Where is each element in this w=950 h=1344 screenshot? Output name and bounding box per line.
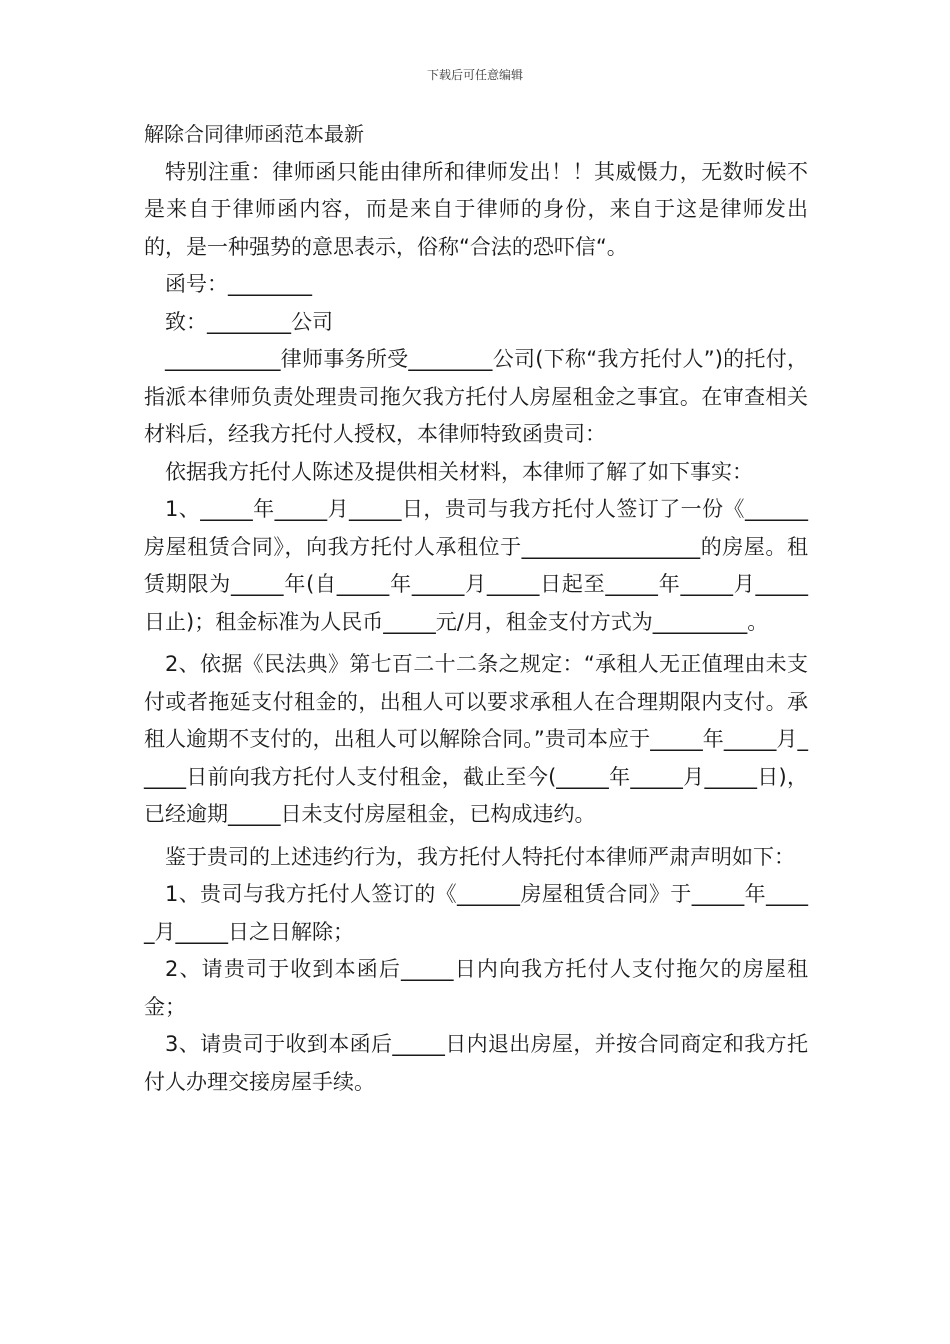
declaration-intro: 鉴于贵司的上述违约行为，我方托付人特托付本律师严肃声明如下： <box>165 844 795 869</box>
document-title: 解除合同律师函范本最新 <box>144 122 364 146</box>
fact-item-1: 1、_____年_____月_____日，贵司与我方托付人签订了一份《______房屋租赁合同》，向我方托付人承租位于_________________的房屋。租赁期限为_____年(自_____年_____月_____日起至_____年_____月_____日止)；租金标准为人民币_____元/月，租金支付方式为_________。 <box>144 497 808 634</box>
document-body <box>144 116 808 1101</box>
facts-intro: 依据我方托付人陈述及提供相关材料，本律师了解了如下事实： <box>165 459 753 484</box>
recipient-line: 致：________公司 <box>165 309 333 334</box>
notice-paragraph: 特别注重：律师函只能由律所和律师发出！！其威慑力，无数时候不是来自于律师函内容，而是来自于律师的身份，来自于这是律师发出的，是一种强势的意思表示，俗称“合法的恐吓信“。 <box>144 159 808 259</box>
page-header: 下载后可任意编辑 <box>426 68 523 82</box>
declaration-item-2: 2、请贵司于收到本函后_____日内向我方托付人支付拖欠的房屋租金； <box>144 957 808 1019</box>
fact-item-2: 2、依据《民法典》第七百二十二条之规定：“承租人无正值理由未支付或者拖延支付租金的，出租人可以要求承租人在合理期限内支付。承租人逾期不支付的，出租人可以解除合同。”贵司本应于_____年_____月_____日前向我方托付人支付租金，截止至今(_____年_____月_____日)，已经逾期_____日未支付房屋租金，已构成违约。 <box>144 652 808 826</box>
letter-number: 函号：________ <box>165 272 312 296</box>
declaration-item-3: 3、请贵司于收到本函后_____日内退出房屋，并按合同商定和我方托付人办理交接房屋手续。 <box>144 1032 808 1094</box>
declaration-item-1: 1、贵司与我方托付人签订的《______房屋租赁合同》于_____年_____月_____日之日解除； <box>144 882 808 944</box>
intro-paragraph: ___________律师事务所受________公司(下称“我方托付人”)的托付，指派本律师负责处理贵司拖欠我方托付人房屋租金之事宜。在审查相关材料后，经我方托付人授权，本律师特致函贵司： <box>144 347 808 446</box>
